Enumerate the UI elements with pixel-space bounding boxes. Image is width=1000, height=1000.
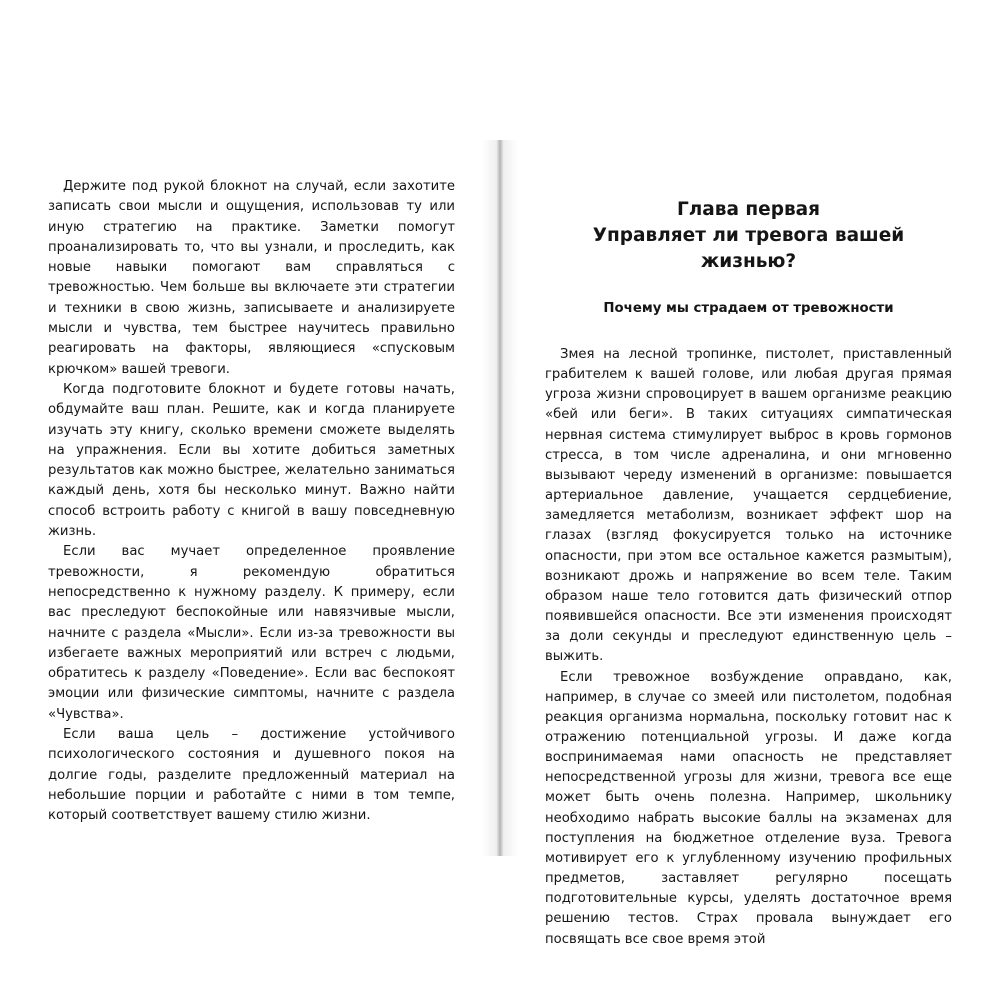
body-paragraph: Змея на лесной тропинке, пистолет, приставленный грабителем к вашей голове, или любая другая прямая угроза жизни спровоцирует в вашем организме реакцию «бей или беги». В таких ситуациях симпатическая нервная система стимулирует выброс в кровь гормонов стресса, в том числе адреналина, и они мгновенно вызывают череду изменений в организме: повышается артериальное давление, учащается сердцебиение, замедляется метаболизм, возникает эффект шор на глазах (взгляд фокусируется только на источнике опасности, при этом все остальное кажется размытым), возникают дрожь и напряжение во всем теле. Таким образом наше тело готовится дать физический отпор появившейся опасности. Все эти изменения происходят за доли секунды и преследуют единственную цель – выжить.: [545, 347, 952, 665]
chapter-label: Глава первая: [676, 199, 821, 220]
book-gutter-shadow: [482, 140, 518, 856]
section-title: Почему мы страдаем от тревожности: [603, 301, 894, 316]
body-paragraph: Если ваша цель – достижение устойчивого психологического состояния и душевного покоя на долгие годы, разделите предложенный материал на небольшие порции и работайте с ними в том темпе, который соответствует вашему стилю жизни.: [48, 727, 455, 824]
left-page: [48, 177, 455, 827]
body-paragraph: Держите под рукой блокнот на случай, если захотите записать свои мысли и ощущения, использовав ту или иную стратегию на практике. Заметки помогут проанализировать то, что вы узнали, и проследить, как новые навыки помогают вам справляться с тревожностью. Чем больше вы включаете эти стратегии и техники в свою жизнь, записываете и анализируете мысли и чувства, тем быстрее научитесь правильно реагировать на факторы, являющиеся «спусковым крючком» вашей тревоги.: [48, 179, 455, 377]
body-paragraph: Если вас мучает определенное проявление тревожности, я рекомендую обратиться непосредственно к нужному разделу. К примеру, если вас преследуют беспокойные или навязчивые мысли, начните с раздела «Мысли». Если из-за тревожности вы избегаете важных мероприятий или встреч с людьми, обратитесь к разделу «Поведение». Если вас беспокоят эмоции или физические симптомы, начните с раздела «Чувства».: [48, 544, 455, 722]
right-page: [545, 197, 952, 950]
chapter-title: Управляет ли тревога вашей жизнью?: [592, 225, 905, 272]
body-paragraph: Когда подготовите блокнот и будете готовы начать, обдумайте ваш план. Решите, как и когда планируете изучать эту книгу, сколько времени сможете выделять на упражнения. Если вы хотите добиться заметных результатов как можно быстрее, желательно заниматься каждый день, хотя бы несколько минут. Важно найти способ встроить работу с книгой в вашу повседневную жизнь.: [48, 381, 455, 540]
body-paragraph: Если тревожное возбуждение оправдано, как, например, в случае со змеей или пистолетом, подобная реакция организма нормальна, поскольку готовит нас к отражению потенциальной угрозы. И даже когда воспринимаемая нами опасность не представляет непосредственной угрозы для жизни, тревога все еще может быть очень полезна. Например, школьнику необходимо набрать высокие баллы на экзаменах для поступления на бюджетное отделение вуза. Тревога мотивирует его к углубленному изучению профильных предметов, заставляет регулярно посещать подготовительные курсы, уделять достаточное время решению тестов. Страх провала вынуждает его посвящать все свое время этой: [545, 669, 952, 947]
